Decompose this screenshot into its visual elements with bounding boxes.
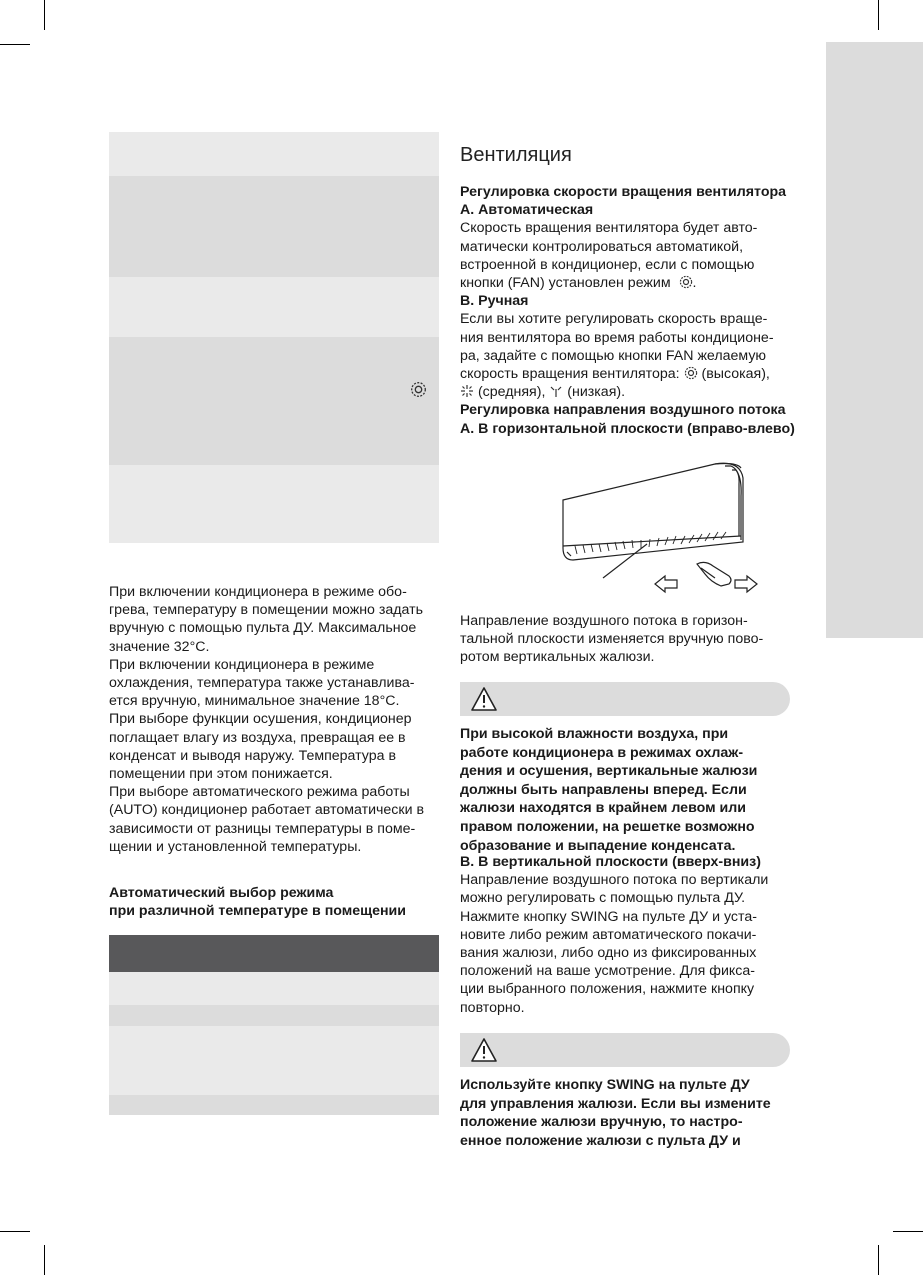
warning-bar [460, 1033, 790, 1067]
table-row [109, 1005, 439, 1026]
fan-high-icon [684, 366, 698, 380]
fan-low-icon [549, 384, 563, 398]
vertical-heading: В. В вертикальной плоскости (вверх-вниз) [460, 854, 761, 870]
warning-bar [460, 682, 790, 716]
fan-speed-heading: Регулировка скорости вращения вентилятора [460, 184, 787, 200]
table-row [109, 972, 439, 1005]
vertical-section: В. В вертикальной плоскости (вверх-вниз) Направление воздушного потока по вертикали можно регулировать с помощью пульта ДУ. Нажмите кнопку SWING на пульте ДУ и уста- новите либо режим автоматического покачи- вания жалюзи, либо одно из фиксированных положений на ваше усмотрение. Для фикса- ции выбранного положения, нажмите кнопку повторно. [460, 853, 800, 1017]
fan-medium-icon [460, 384, 474, 398]
crop-mark [44, 0, 45, 30]
section-side-tab [826, 42, 923, 638]
crop-mark [0, 1231, 30, 1232]
table-row [109, 1095, 439, 1115]
airflow-heading: Регулировка направления воздушного потока [460, 402, 786, 419]
table-row [109, 277, 439, 337]
table-header [109, 935, 439, 972]
table-row [109, 132, 439, 176]
fan-high-icon [410, 381, 427, 398]
warning-swing-text: Используйте кнопку SWING на пульте ДУ для управления жалюзи. Если вы измените положение жалюзи вручную, то настро- енное положение жалюзи с пульта ДУ и [460, 1077, 771, 1149]
crop-mark [878, 0, 879, 30]
warning-humidity-text: При высокой влажности воздуха, при работе кондиционера в режимах охлаж- дения и осушения, вертикальные жалюзи должны быть направлены вперед. Если жалюзи находятся в крайнем левом или правом положении, на решетке возможно образование и выпадение конденсата. [460, 726, 758, 854]
horizontal-heading: А. В горизонтальной плоскости (вправо-влево) [460, 420, 795, 437]
crop-mark [878, 1245, 879, 1275]
air-conditioner-illustration [555, 456, 770, 596]
fan-auto-icon [679, 275, 693, 289]
fan-speed-section: Регулировка скорости вращения вентилятора А. Автоматическая Скорость вращения вентилятора будет авто- матически контролироваться автоматикой, встроенной в кондиционер, если с помощью кнопки (FAN) установлен режим . В. Ручная Если вы хотите регулировать скорость враще- ния вентилятора во время работы кондиционе- ра, задайте с помощью кнопки FAN желаемую скорость вращения вентилятора: (высокая), (средняя), (низкая). Регулировка направления воздушного потока А. В горизонтальной плоскости (вправо-влево) [460, 183, 800, 438]
manual-heading: В. Ручная [460, 293, 529, 310]
warning-icon [470, 1037, 498, 1063]
table-row [109, 176, 439, 277]
auto-mode-heading: Автоматический выбор режима при различной температуре в помещении [109, 885, 407, 920]
auto-heading: А. Автоматическая [460, 202, 594, 219]
crop-mark [0, 44, 30, 45]
horizontal-text: Направление воздушного потока в горизон- тальной плоскости изменяется вручную пово- ротом вертикальных жалюзи. [460, 613, 764, 666]
crop-mark [44, 1245, 45, 1275]
warning-icon [470, 686, 498, 712]
table-row [109, 465, 439, 543]
table-row [109, 337, 439, 465]
crop-mark [893, 1231, 923, 1232]
temperature-text: При включении кондиционера в режиме обо- грева, температуру в помещении можно задать вручную с помощью пульта ДУ. Максимальное значение 32°С. При включении кондиционера в режиме охлаждения, температура также устанавлива- ется вручную, минимальное значение 18°С. При выборе функции осушения, кондиционер поглащает влагу из воздуха, превращая ее в конденсат и выводя наружу. Температура в помещении при этом понижается. При выборе автоматического режима работы (AUTO) кондиционер работает автоматически в зависимости от разницы температуры в поме- щении и установленной температуры. [109, 584, 424, 855]
table-row [109, 1026, 439, 1095]
section-title: Вентиляция [460, 144, 572, 166]
